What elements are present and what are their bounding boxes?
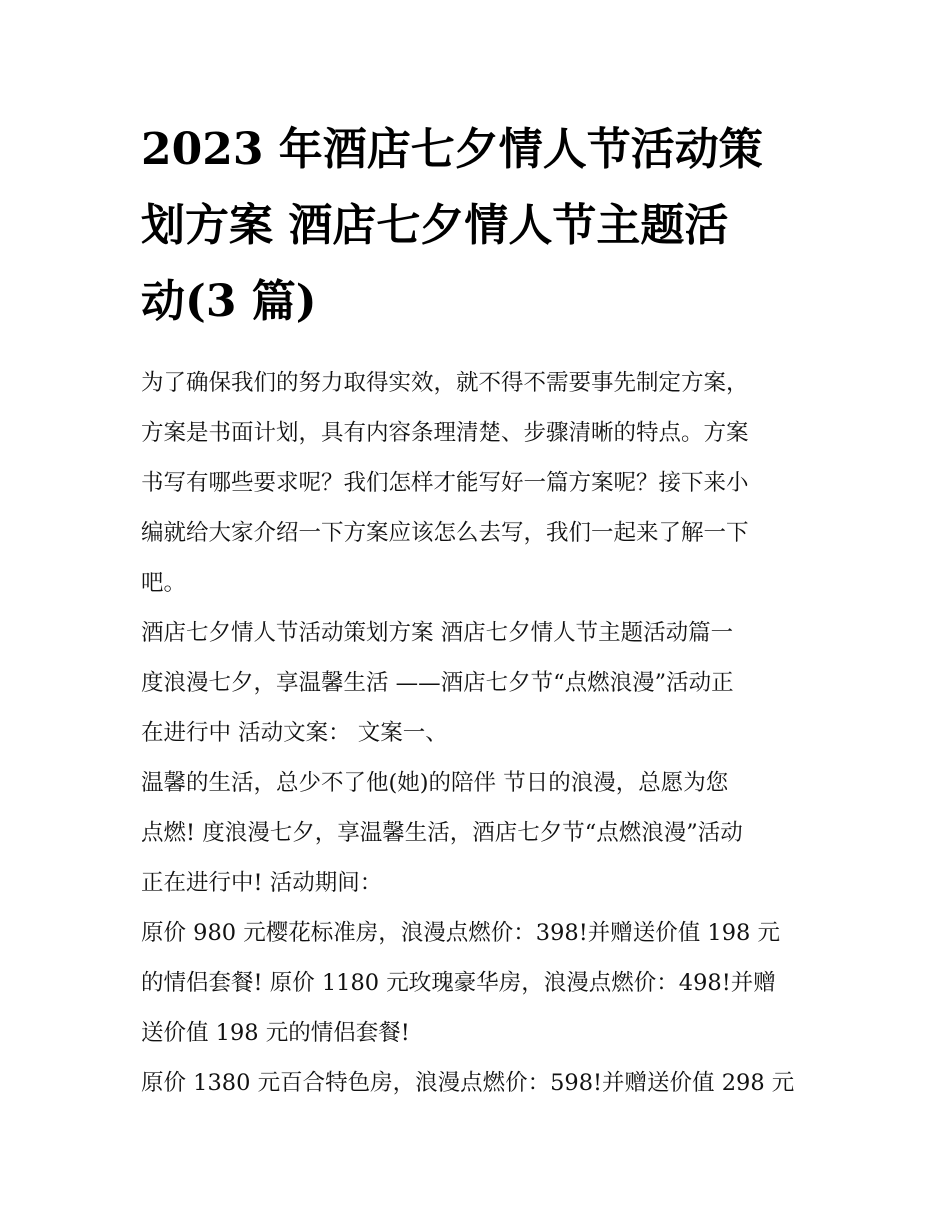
body-line: 正在进行中! 活动期间： (141, 870, 383, 896)
body-line: 送价值 198 元的情侣套餐! (141, 1020, 410, 1046)
body-line: 酒店七夕情人节活动策划方案 酒店七夕情人节主题活动篇一 (141, 620, 734, 646)
title-line: 2023 年酒店七夕情人节活动策 (141, 124, 763, 175)
body-line: 方案是书面计划，具有内容条理清楚、步骤清晰的特点。方案 (141, 420, 749, 446)
body-line: 书写有哪些要求呢？我们怎样才能写好一篇方案呢？接下来小 (141, 470, 749, 496)
document-body (141, 358, 813, 1108)
body-line: 编就给大家介绍一下方案应该怎么去写，我们一起来了解一下 (141, 520, 749, 546)
document-title (141, 112, 813, 340)
body-line: 的情侣套餐! 原价 1180 元玫瑰豪华房，浪漫点燃价：498!并赠 (141, 970, 776, 996)
body-line: 吧。 (141, 570, 187, 596)
title-line: 划方案 酒店七夕情人节主题活 (141, 200, 729, 251)
body-line: 为了确保我们的努力取得实效，就不得不需要事先制定方案， (141, 370, 749, 396)
document-page (141, 112, 813, 1108)
body-line: 原价 980 元樱花标准房，浪漫点燃价：398!并赠送价值 198 元 (141, 920, 780, 946)
body-line: 点燃! 度浪漫七夕，享温馨生活，酒店七夕节“点燃浪漫”活动 (141, 820, 743, 846)
body-line: 度浪漫七夕，享温馨生活 ——酒店七夕节“点燃浪漫”活动正 (141, 670, 734, 696)
body-line: 温馨的生活，总少不了他(她)的陪伴 节日的浪漫，总愿为您 (141, 770, 729, 796)
body-line: 在进行中 活动文案： 文案一、 (141, 720, 448, 746)
body-line: 原价 1380 元百合特色房，浪漫点燃价：598!并赠送价值 298 元 (141, 1070, 795, 1096)
title-line: 动(3 篇) (141, 276, 317, 327)
